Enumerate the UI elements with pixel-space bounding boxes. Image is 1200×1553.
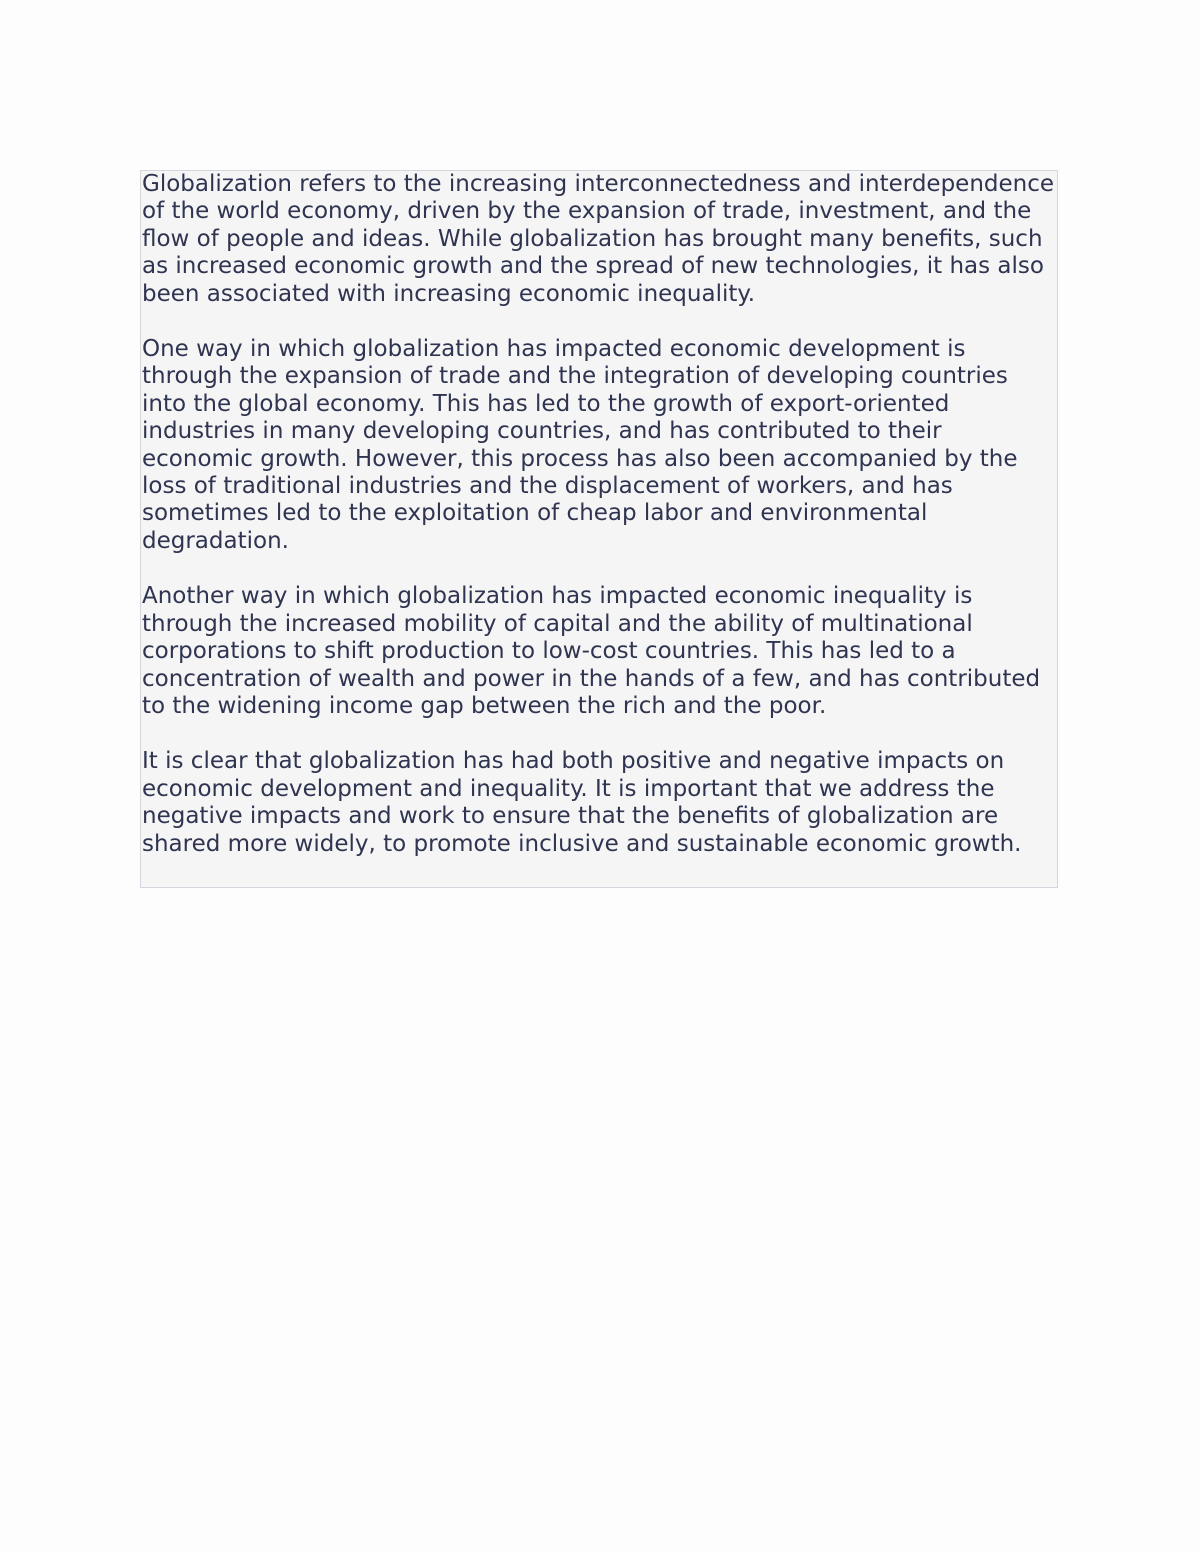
paragraph-2: One way in which globalization has impacted economic development is through the expansion of trade and the integration of developing countries into the global economy. This has led to the growth of export-oriented industries in many developing countries, and has contributed to their economic growth. However, this process has also been accompanied by the loss of traditional industries and the displacement of workers, and has sometimes led to the exploitation of cheap labor and environmental degradation. xyxy=(142,336,1018,554)
paragraph-gap xyxy=(142,720,1057,748)
paragraph-gap xyxy=(142,308,1057,336)
paragraph-gap xyxy=(142,555,1057,583)
paragraph-4: It is clear that globalization has had both positive and negative impacts on economic development and inequality. It is important that we address the negative impacts and work to ensure that the benefits of globalization are shared more widely, to promote inclusive and sustainable economic growth. xyxy=(142,748,1022,857)
paragraph-3: Another way in which globalization has impacted economic inequality is through the increased mobility of capital and the ability of multinational corporations to shift production to low-cost countries. This has led to a concentration of wealth and power in the hands of a few, and has contributed to the widening income gap between the rich and the poor. xyxy=(142,583,1041,719)
text-box[interactable] xyxy=(140,170,1058,888)
paragraph-1: Globalization refers to the increasing interconnectedness and interdependence of the world economy, driven by the expansion of trade, investment, and the flow of people and ideas. While globalization has brought many benefits, such as increased economic growth and the spread of new technologies, it has also been associated with increasing economic inequality. xyxy=(142,171,1055,307)
